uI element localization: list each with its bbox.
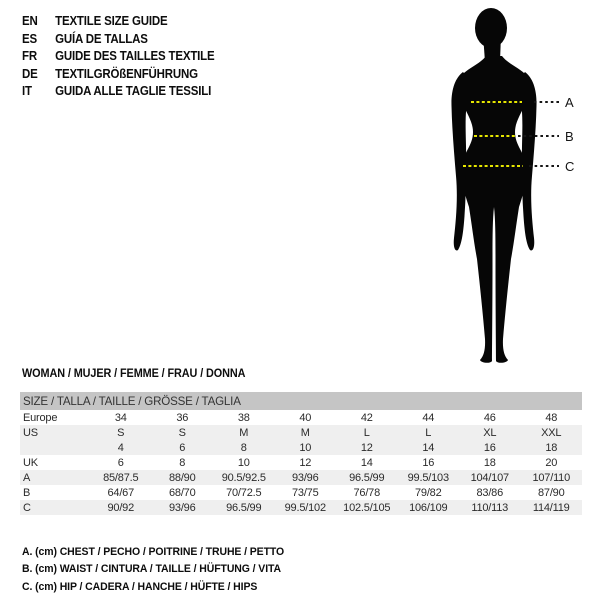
size-cell: 99.5/102: [284, 501, 326, 514]
size-cell: 90.5/92.5: [221, 471, 266, 484]
table-row-b: [20, 485, 582, 500]
size-cell: 48: [545, 411, 558, 424]
language-row-en: [22, 13, 215, 31]
size-table-header-row: [20, 392, 582, 410]
size-cell: 16: [422, 456, 435, 469]
legend-line-chest: A. (cm) CHEST / PECHO / POITRINE / TRUHE / PETTO: [22, 546, 285, 558]
row-label: A: [23, 471, 31, 484]
size-cell: 10: [299, 441, 312, 454]
size-cell: M: [300, 426, 310, 439]
size-cell: 110/113: [471, 501, 509, 514]
row-label: C: [23, 501, 31, 514]
table-row-uk: [20, 455, 582, 470]
language-code: DE: [22, 66, 38, 81]
size-cell: 88/90: [168, 471, 196, 484]
size-cell: 6: [179, 441, 186, 454]
size-cell: 40: [299, 411, 312, 424]
row-label: B: [23, 486, 31, 499]
size-cell: 70/72.5: [226, 486, 262, 499]
legend-line-waist: B. (cm) WAIST / CINTURA / TAILLE / HÜFTUNG / VITA: [22, 563, 282, 576]
measure-label-c: C: [565, 159, 575, 174]
row-label: UK: [23, 456, 38, 469]
size-cell: 104/107: [470, 471, 509, 484]
size-cell: 79/82: [414, 486, 442, 499]
table-row-us-numeric: [20, 440, 582, 455]
size-table-body: [20, 410, 582, 515]
size-cell: 6: [117, 456, 124, 469]
size-cell: 64/67: [107, 486, 135, 499]
language-code: FR: [22, 49, 37, 64]
size-cell: 12: [360, 441, 373, 454]
size-cell: 90/92: [107, 501, 135, 514]
size-cell: 106/109: [409, 501, 448, 514]
table-row-a: [20, 470, 582, 485]
size-cell: 14: [360, 456, 373, 469]
language-code: ES: [22, 31, 37, 46]
size-cell: 14: [422, 441, 435, 454]
size-cell: 96.5/99: [226, 501, 262, 514]
size-cell: 93/96: [291, 471, 319, 484]
size-cell: S: [178, 426, 186, 439]
size-cell: 16: [483, 441, 496, 454]
size-cell: 85/87.5: [103, 471, 139, 484]
language-text: GUIDA ALLE TAGLIE TESSILI: [55, 84, 212, 99]
language-text: TEXTILE SIZE GUIDE: [55, 14, 168, 28]
size-cell: S: [117, 426, 125, 439]
size-cell: L: [425, 426, 432, 439]
language-code: EN: [22, 14, 38, 28]
size-cell: 73/75: [291, 486, 319, 499]
language-row-de: [22, 66, 215, 84]
language-row-it: [22, 83, 215, 101]
language-text: TEXTILGRÖßENFÜHRUNG: [55, 66, 198, 81]
size-cell: 96.5/99: [349, 471, 385, 484]
size-cell: 102.5/105: [343, 501, 391, 514]
size-cell: 8: [179, 456, 186, 469]
size-cell: 68/70: [168, 486, 196, 499]
language-list: [22, 13, 215, 101]
language-row-fr: [22, 48, 215, 66]
size-cell: 114/119: [532, 501, 570, 514]
size-cell: 12: [299, 456, 312, 469]
row-label: US: [23, 426, 38, 439]
size-cell: 87/90: [537, 486, 565, 499]
size-cell: 10: [237, 456, 250, 469]
size-table: [20, 392, 582, 515]
size-cell: M: [239, 426, 249, 439]
language-code: IT: [22, 84, 32, 99]
size-cell: L: [363, 426, 370, 439]
size-table-header: SIZE / TALLA / TAILLE / GRÖSSE / TAGLIA: [20, 392, 582, 410]
size-cell: 20: [545, 456, 558, 469]
table-row-c: [20, 500, 582, 515]
size-cell: XL: [483, 426, 497, 439]
size-cell: 8: [240, 441, 247, 454]
size-cell: 18: [483, 456, 496, 469]
size-cell: 18: [545, 441, 558, 454]
table-row-us: [20, 425, 582, 440]
measure-legend: [22, 544, 284, 596]
measure-label-b: B: [565, 129, 574, 144]
size-cell: 93/96: [168, 501, 196, 514]
size-cell: 4: [117, 441, 124, 454]
section-title: WOMAN / MUJER / FEMME / FRAU / DONNA: [22, 366, 246, 380]
language-row-es: [22, 31, 215, 49]
size-cell: 107/110: [532, 471, 571, 484]
measurement-figure: [430, 0, 600, 380]
language-text: GUIDE DES TAILLES TEXTILE: [55, 49, 215, 64]
size-cell: 99.5/103: [407, 471, 449, 484]
legend-line-hip: C. (cm) HIP / CADERA / HANCHE / HÜFTE / HIPS: [22, 580, 258, 593]
size-cell: 76/78: [353, 486, 381, 499]
measure-label-a: A: [565, 95, 574, 110]
size-cell: XXL: [541, 426, 562, 439]
row-label: [20, 440, 90, 455]
size-cell: 83/86: [476, 486, 504, 499]
size-cell: 44: [422, 411, 435, 424]
size-cell: 36: [176, 411, 189, 424]
table-row-europe: [20, 410, 582, 425]
row-label: Europe: [23, 411, 58, 424]
size-cell: 42: [360, 411, 373, 424]
size-cell: 46: [483, 411, 496, 424]
size-cell: 38: [237, 411, 250, 424]
size-cell: 34: [114, 411, 127, 424]
language-text: GUÍA DE TALLAS: [55, 31, 148, 46]
